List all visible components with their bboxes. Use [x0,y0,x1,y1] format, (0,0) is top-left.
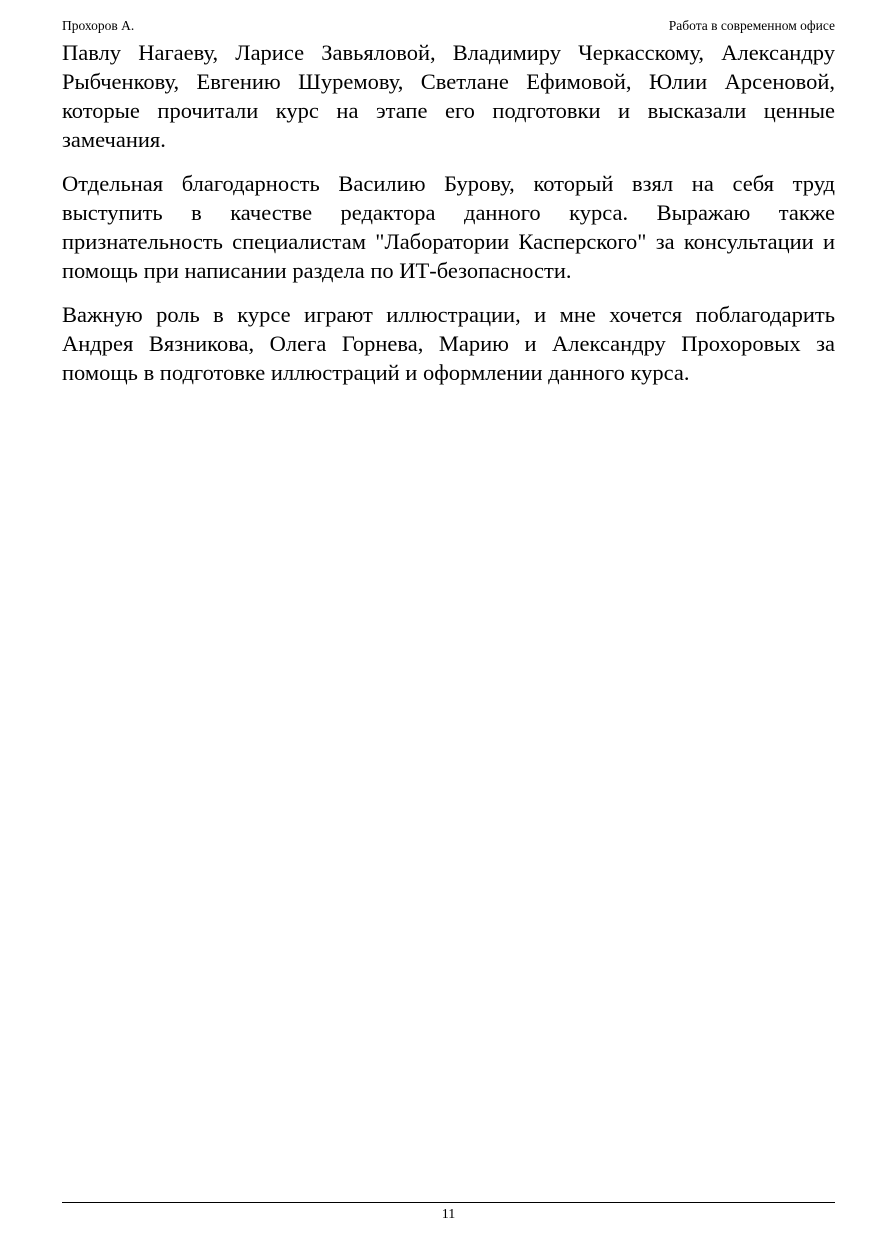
paragraph-2: Отдельная благодарность Василию Бурову, который взял на себя труд выступить в качестве редактора данного курса. Выражаю также признательность специалистам "Лаборатории Касперского" за консультации и помощь при написании раздела по ИТ-безопасности. [62,171,835,283]
header-author: Прохоров А. [62,18,135,33]
footer-divider [62,1202,835,1203]
page-number: 11 [441,1207,456,1222]
page-header [62,16,835,36]
body-text [62,38,835,402]
paragraph-1: Павлу Нагаеву, Ларисе Завьяловой, Владимиру Черкасскому, Александру Рыбченкову, Евгению Шуремову, Светлане Ефимовой, Юлии Арсеновой, которые прочитали курс на этапе его подготовки и высказали ценные замечания. [62,40,835,152]
header-title: Работа в современном офисе [668,18,835,33]
paragraph-3: Важную роль в курсе играют иллюстрации, и мне хочется поблагодарить Андрея Вязникова, Олега Горнева, Марию и Александру Прохоровых за помощь в подготовке иллюстраций и оформлении данного курса. [62,302,835,385]
